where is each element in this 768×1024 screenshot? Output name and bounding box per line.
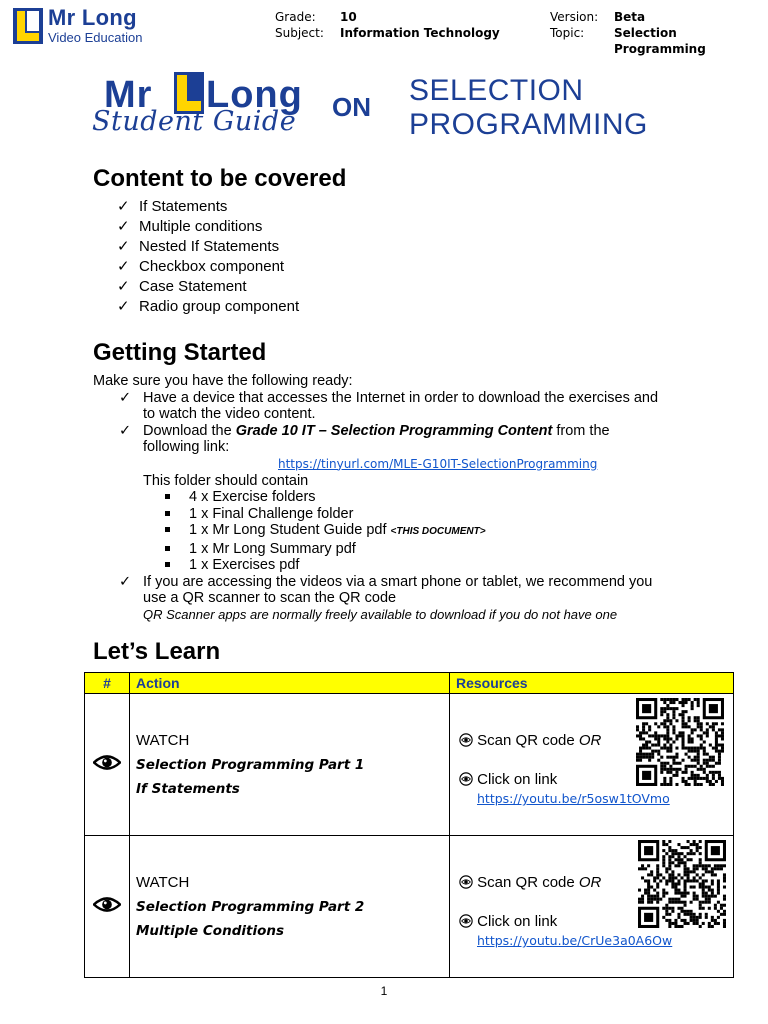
- grade-label: Grade:: [275, 10, 316, 24]
- table-row: [85, 836, 734, 978]
- check-icon: ✓: [117, 298, 130, 315]
- list-item: ✓ Radio group component: [117, 298, 300, 315]
- list-item: 1 x Mr Long Summary pdf: [165, 541, 713, 558]
- subject-label: Subject:: [275, 26, 324, 40]
- list-item: 1 x Final Challenge folder: [165, 506, 713, 523]
- video-subtitle: If Statements: [136, 780, 240, 797]
- list-item: ✓ Case Statement: [117, 278, 247, 295]
- square-bullet-icon: [165, 527, 170, 532]
- title-line-2: PROGRAMMING: [409, 108, 648, 141]
- list-item: ✓ If Statements: [117, 198, 228, 215]
- column-header-resources: Resources: [450, 673, 734, 694]
- column-header-action: Action: [130, 673, 450, 694]
- list-item: ✓ Checkbox component: [117, 258, 285, 275]
- action-verb: WATCH: [136, 873, 190, 891]
- check-icon: ✓: [117, 258, 130, 275]
- logo-icon: [13, 8, 43, 44]
- action-cell: [130, 694, 450, 836]
- qr-code-icon[interactable]: [636, 698, 724, 786]
- check-icon: ✓: [117, 218, 130, 235]
- video-subtitle: Multiple Conditions: [136, 922, 284, 939]
- brand-word-mr: Mr: [104, 74, 153, 116]
- list-item: 1 x Mr Long Student Guide pdf <THIS DOCUMENT>: [165, 522, 713, 541]
- title-line-1: SELECTION: [409, 74, 584, 107]
- intro-text: Make sure you have the following ready:: [93, 373, 353, 389]
- subject-value: Information Technology: [340, 26, 500, 40]
- lets-learn-heading: Let’s Learn: [93, 638, 221, 665]
- getting-started-section: [93, 373, 713, 623]
- small-eye-icon: [459, 772, 473, 786]
- this-document-tag: <THIS DOCUMENT>: [390, 526, 486, 537]
- small-eye-icon: [459, 914, 473, 928]
- folder-list: [93, 489, 713, 574]
- square-bullet-icon: [165, 511, 170, 516]
- logo-title: Mr Long: [48, 5, 137, 30]
- small-eye-icon: [459, 733, 473, 747]
- topic-value-line1: Selection: [614, 26, 677, 40]
- eye-icon: [93, 753, 121, 772]
- table-header-row: [85, 673, 734, 694]
- student-guide-logo: [92, 70, 322, 142]
- video-title: Selection Programming Part 2: [136, 898, 365, 915]
- qr-code-icon[interactable]: [638, 840, 726, 928]
- video-link[interactable]: https://youtu.be/r5osw1tOVmo: [477, 791, 670, 806]
- topic-label: Topic:: [550, 26, 585, 40]
- check-icon: ✓: [117, 238, 130, 255]
- resources-cell: Scan QR code OR Click on link https://youtu.be/r5osw1tOVmo: [450, 694, 734, 836]
- check-icon: ✓: [119, 422, 132, 439]
- page-title: [409, 74, 648, 142]
- topic-value-line2: Programming: [614, 42, 706, 56]
- table-row: [85, 694, 734, 836]
- page-number: 1: [380, 984, 388, 998]
- check-icon: ✓: [119, 573, 132, 590]
- video-title: Selection Programming Part 1: [136, 756, 365, 773]
- brand-word-long: Long: [206, 74, 303, 116]
- brand-script: Student Guide: [92, 106, 297, 137]
- logo-subtitle: Video Education: [48, 30, 143, 45]
- grade-value: 10: [340, 10, 357, 24]
- column-header-number: #: [85, 673, 130, 694]
- list-item: ✓ Download the Grade 10 IT – Selection Programming Content from the following link: https://tinyurl.com/MLE-G10IT-SelectionProgramming This folder should contain: [119, 422, 610, 489]
- video-link[interactable]: https://youtu.be/CrUe3a0A6Ow: [477, 933, 673, 948]
- resources-cell: Scan QR code OR Click on link https://youtu.be/CrUe3a0A6Ow: [450, 836, 734, 978]
- square-bullet-icon: [165, 546, 170, 551]
- row-icon-cell: [85, 836, 130, 978]
- square-bullet-icon: [165, 562, 170, 567]
- qr-note: QR Scanner apps are normally freely available to download if you do not have one: [143, 606, 618, 622]
- small-eye-icon: [459, 875, 473, 889]
- content-heading: Content to be covered: [93, 165, 347, 192]
- eye-icon: [93, 895, 121, 914]
- list-item: ✓ Have a device that accesses the Internet in order to download the exercises and to watch the video content.: [119, 389, 659, 422]
- download-link[interactable]: https://tinyurl.com/MLE-G10IT-SelectionProgramming: [278, 456, 598, 471]
- check-icon: ✓: [117, 198, 130, 215]
- version-label: Version:: [550, 10, 599, 24]
- square-bullet-icon: [165, 494, 170, 499]
- action-verb: WATCH: [136, 731, 190, 749]
- row-icon-cell: [85, 694, 130, 836]
- list-item: ✓ Nested If Statements: [117, 238, 280, 255]
- list-item: ✓ If you are accessing the videos via a smart phone or tablet, we recommend you use a QR scanner to scan the QR code QR Scanner apps are normally freely available to download if you do not have one: [93, 574, 713, 624]
- version-value: Beta: [614, 10, 646, 24]
- list-item: 1 x Exercises pdf: [165, 557, 713, 574]
- content-list: [117, 197, 299, 317]
- getting-started-heading: Getting Started: [93, 339, 267, 366]
- check-icon: ✓: [117, 278, 130, 295]
- check-icon: ✓: [119, 389, 132, 406]
- action-cell: [130, 836, 450, 978]
- on-word: ON: [332, 92, 371, 122]
- list-item: 4 x Exercise folders: [165, 489, 713, 506]
- list-item: ✓ Multiple conditions: [117, 218, 263, 235]
- lets-learn-table: [84, 672, 734, 978]
